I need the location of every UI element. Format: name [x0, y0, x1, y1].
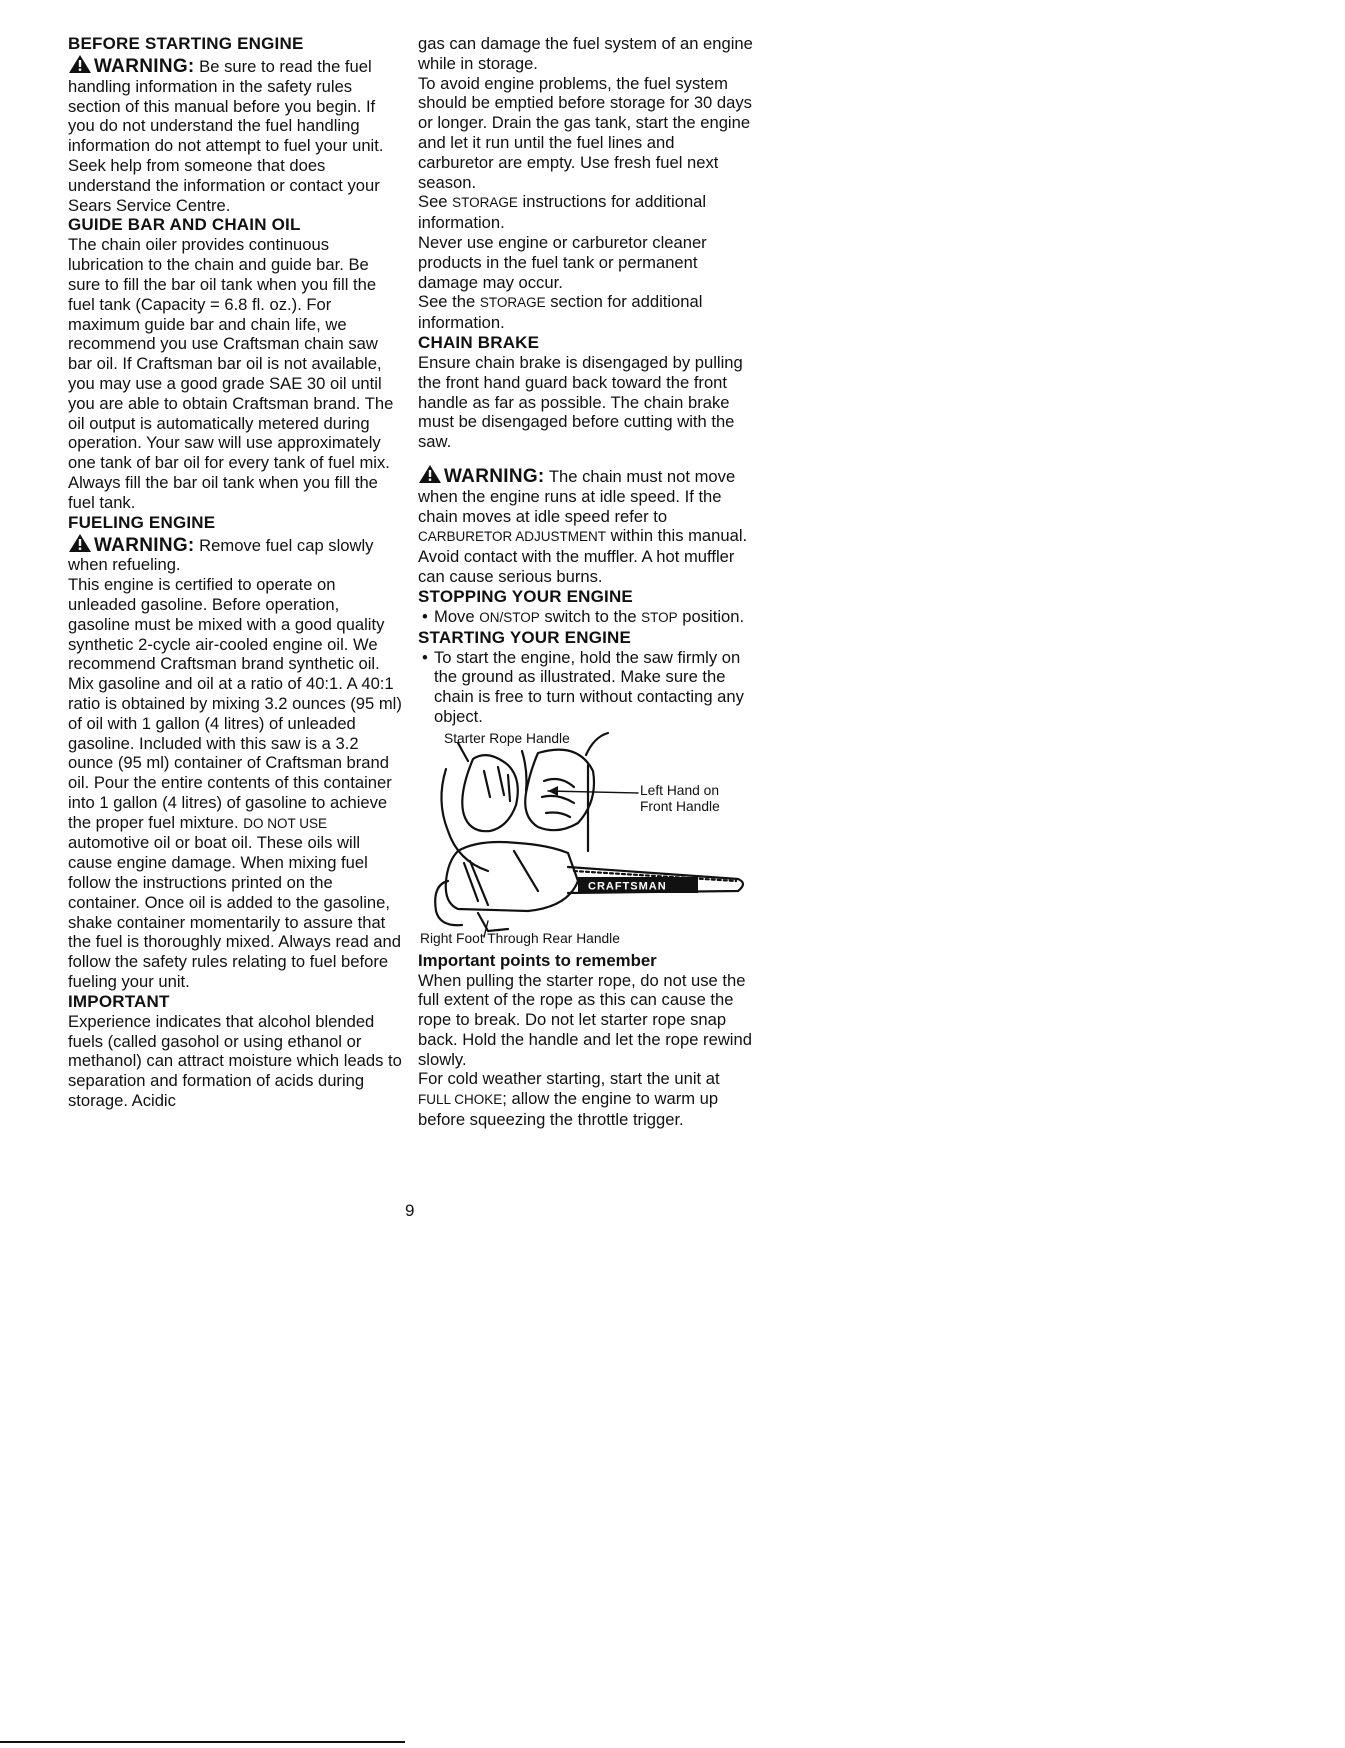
bullet-start-engine: • To start the engine, hold the saw firmly on the ground as illustrated. Make sure the chain is free to turn without contacting any object. [418, 648, 753, 727]
right-column [418, 34, 753, 1130]
bullet-stop-switch: • Move ON/STOP switch to the STOP position. [418, 607, 753, 628]
heading-fueling-engine: FUELING ENGINE [68, 512, 216, 532]
warning-label: WARNING: [94, 56, 195, 77]
paragraph-fuel-mix [68, 575, 403, 992]
full-choke-ref: FULL CHOKE [418, 1092, 503, 1108]
warning-read-fuel-info [68, 54, 403, 215]
label-right-foot-rear-handle: Right Foot Through Rear Handle [420, 930, 620, 946]
paragraph-important: Experience indicates that alcohol blended fuels (called gasohol or using ethanol or methanol) can attract moisture which leads to separation and formation of acids during storage. Acidic [68, 1011, 402, 1111]
heading-starting-engine: STARTING YOUR ENGINE [418, 627, 632, 647]
bottom-rule [0, 1741, 405, 1743]
warning-triangle-icon [418, 464, 442, 484]
heading-stopping-engine: STOPPING YOUR ENGINE [418, 586, 633, 606]
paragraph-acidic-continued: gas can damage the fuel system of an engine while in storage. [418, 34, 753, 73]
warning-text: Remove fuel cap slowly when refueling. [68, 535, 374, 575]
fuel-text-1: This engine is certified to operate on unleaded gasoline. Before operation, gasoline must be mixed with a good quality synthetic 2-cycle air-cooled engine oil. We recommend Craftsman brand synthetic oil. Mix gasoline and oil at a ratio of 40:1. A 40:1 ratio is obtained by mixing 3.2 ounces (95 ml) of oil with 1 gallon (4 litres) of unleaded gasoline. Included with this saw is a 3.2 ounce (95 ml) container of Craftsman brand oil. Pour the entire contents of this container into 1 gallon (4 litres) of gasoline to achieve the proper fuel mixture. [68, 575, 402, 832]
fuel-text-2: automotive oil or boat oil. These oils will cause engine damage. When mixing fuel follow the instructions printed on the container. Once oil is added to the gasoline, shake container momentarily to assure that the fuel is thoroughly mixed. Always read and follow the safety rules relating to fuel before fueling your unit. [68, 833, 401, 992]
heading-before-starting: BEFORE STARTING ENGINE [68, 34, 304, 53]
warning-triangle-icon [68, 54, 92, 74]
paragraph-see-storage-section: See the STORAGE section for additional information. [418, 292, 703, 333]
heading-chain-brake: CHAIN BRAKE [418, 332, 540, 352]
paragraph-cleaner-warning: Never use engine or carburetor cleaner products in the fuel tank or permanent damage may occur. [418, 232, 707, 292]
left-column [68, 34, 403, 1111]
paragraph-guide-bar-oil: The chain oiler provides continuous lubrication to the chain and guide bar. Be sure to fill the bar oil tank when you fill the fuel tank (Capacity = 6.8 fl. oz.). For maximum guide bar and chain life, we recommend you use Craftsman chain saw bar oil. If Craftsman bar oil is not available, you may use a good grade SAE 30 oil until you are able to obtain Craftsman brand. The oil output is automatically metered during operation. Your saw will use approximately one tank of bar oil for every tank of fuel mix. Always fill the bar oil tank when you fill the fuel tank. [68, 235, 394, 512]
warning-triangle-icon [68, 533, 92, 553]
heading-important: IMPORTANT [68, 991, 170, 1011]
paragraph-storage-drain: To avoid engine problems, the fuel system should be emptied before storage for 30 days or longer. Drain the gas tank, start the engine and let it run until the fuel lines and carburetor are empty. Use fresh fuel next season. [418, 73, 752, 192]
paragraph-starter-rope: When pulling the starter rope, do not use the full extent of the rope as this can cause the rope to break. Do not let starter rope snap back. Hold the handle and let the rope rewind slowly. [418, 970, 752, 1069]
page-number: 9 [405, 1201, 415, 1220]
warning-fuel-cap [68, 533, 403, 576]
storage-ref: STORAGE [479, 295, 546, 311]
paragraph-chain-brake: Ensure chain brake is disengaged by pulling the front hand guard back toward the front handle as far as possible. The chain brake must be disengaged before cutting with the saw. [418, 352, 743, 452]
storage-ref: STORAGE [452, 195, 518, 211]
carburetor-adjustment-ref: CARBURETOR ADJUSTMENT [418, 529, 607, 545]
label-left-hand-front-handle: Left Hand on Front Handle [640, 782, 720, 814]
warning-label: WARNING: [94, 534, 195, 556]
chainsaw-start-drawing [418, 731, 753, 949]
label-starter-rope-handle: Starter Rope Handle [444, 730, 570, 746]
warning-text: Be sure to read the fuel handling information in the safety rules section of this manual before you begin. If you do not understand the fuel handling information do not attempt to fuel your unit. Seek help from someone that does understand the information or contact your Sears Service Centre. [68, 57, 384, 215]
starting-illustration [418, 731, 753, 949]
heading-important-points: Important points to remember [418, 950, 657, 970]
heading-guide-bar-oil: GUIDE BAR AND CHAIN OIL [68, 215, 301, 235]
craftsman-brand: CRAFTSMAN [588, 880, 667, 893]
paragraph-see-storage: See STORAGE instructions for additional information. [418, 192, 707, 233]
warning-chain-idle: WARNING: The chain must not move when the engine runs at idle speed. If the chain moves at idle speed refer to CARBURETOR ADJUSTMENT within this manual. Avoid contact with the muffler. A hot muffler can cause serious burns. [418, 465, 748, 586]
paragraph-cold-weather: For cold weather starting, start the unit at FULL CHOKE; allow the engine to warm up before squeezing the throttle trigger. [418, 1069, 720, 1130]
warning-label: WARNING: [444, 465, 545, 487]
fuel-do-not-use: DO NOT USE [243, 815, 328, 831]
